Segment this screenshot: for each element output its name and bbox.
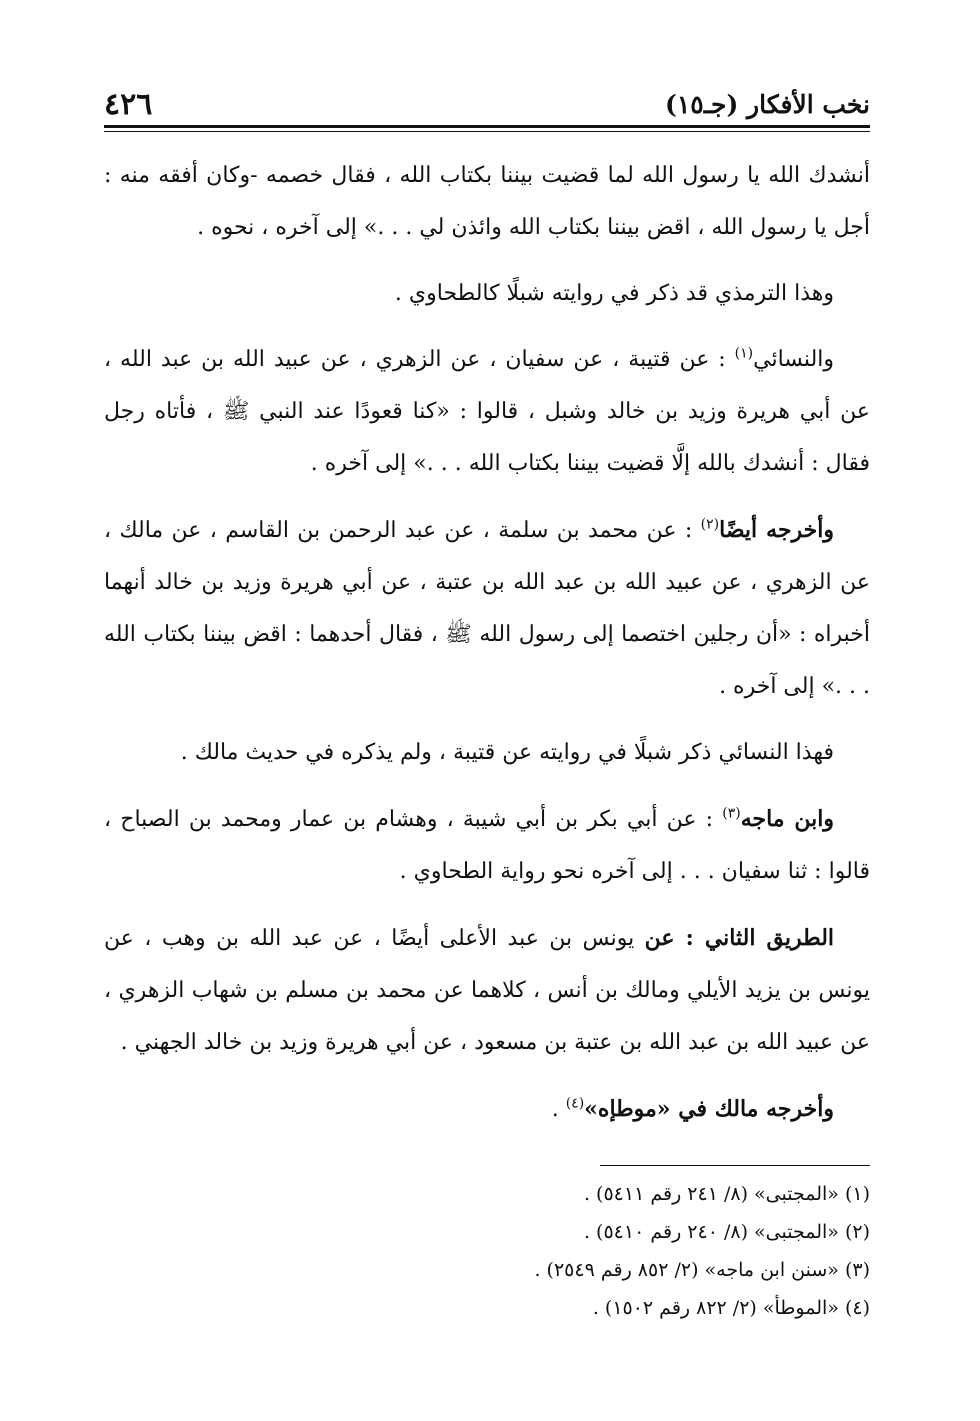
paragraph-2: وهذا الترمذي قد ذكر في روايته شبلًا كالطحاوي . (394, 281, 834, 306)
paragraph-8-text: . (551, 1097, 559, 1122)
paragraph-5: فهذا النسائي ذكر شبلًا في روايته عن قتيبة ، ولم يذكره في حديث مالك . (180, 740, 834, 765)
paragraph-4-text: : عن محمد بن سلمة ، عن عبد الرحمن بن القاسم ، عن مالك ، عن الزهري ، عن عبيد الله بن عبد الله بن عتبة ، عن أبي هريرة وزيد بن خالد أنهما أخبراه : «أن رجلين اختصما إلى رسول الله ﷺ ، فقال أحدهما : اقض بيننا بكتاب الله . . .» إلى آخره . (104, 518, 870, 699)
footnote-4: (٤) «الموطأ» (٢/ ٨٢٢ رقم ١٥٠٢) . (592, 1297, 870, 1319)
footnotes (104, 1175, 870, 1327)
paragraph-1: أنشدك الله يا رسول الله لما قضيت بيننا بكتاب الله ، فقال خصمه -وكان أفقه منه : أجل يا رسول الله ، اقض بيننا بكتاب الله وائذن لي . . .» إلى آخره ، نحوه . (104, 163, 870, 240)
paragraph-7 (104, 912, 870, 1069)
paragraph-3-text: : عن قتيبة ، عن سفيان ، عن الزهري ، عن عبيد الله بن عبد الله ، عن أبي هريرة وزيد بن خالد وشبل ، قالوا : «كنا قعودًا عند النبي ﷺ ، فأتاه رجل فقال : أنشدك بالله إلَّا قضيت بيننا بكتاب الله . . .» إلى آخره . (104, 347, 870, 476)
footnote-separator (600, 1165, 870, 1166)
footnote-ref-3[interactable]: (٣) (722, 805, 741, 822)
footnote-1: (١) «المجتبى» (٨/ ٢٤١ رقم ٥٤١١) . (583, 1183, 870, 1205)
footnote-ref-1[interactable]: (١) (734, 345, 754, 362)
paragraph-3-lead: والنسائي (753, 347, 835, 372)
paragraph-8 (104, 1083, 870, 1136)
page-number: ٤٢٦ (104, 86, 153, 122)
header-rule-thin (104, 131, 870, 132)
header-rule-thick (104, 125, 870, 128)
paragraph-6 (104, 793, 870, 898)
running-title: نخب الأفكار (جـ١٥) (664, 89, 870, 119)
paragraph-4 (104, 504, 870, 713)
footnote-3: (٣) «سنن ابن ماجه» (٢/ ٨٥٢ رقم ٢٥٤٩) . (534, 1259, 870, 1281)
paragraph-4-lead: وأخرجه أيضًا (719, 517, 835, 543)
paragraph-7-lead: الطريق الثاني : عن (644, 925, 835, 951)
paragraph-8-lead: وأخرجه مالك في «موطإه» (584, 1096, 834, 1122)
footnote-2: (٢) «المجتبى» (٨/ ٢٤٠ رقم ٥٤١٠) . (583, 1221, 870, 1243)
paragraph-3 (104, 334, 870, 490)
paragraph-7-text: يونس بن عبد الأعلى أيضًا ، عن عبد الله بن وهب ، عن يونس بن يزيد الأيلي ومالك بن أنس ، كلاهما عن محمد بن مسلم بن شهاب الزهري ، عن عبيد الله بن عبد الله بن عتبة بن مسعود ، عن أبي هريرة وزيد بن خالد الجهني . (104, 926, 870, 1055)
page-header (104, 84, 870, 124)
footnote-ref-2[interactable]: (٢) (700, 516, 720, 533)
paragraph-6-lead: وابن ماجه (740, 806, 834, 832)
paragraph-6-text: : عن أبي بكر بن أبي شيبة ، وهشام بن عمار ومحمد بن الصباح ، قالوا : ثنا سفيان . . . إلى آخره نحو رواية الطحاوي . (104, 807, 870, 884)
footnote-ref-4[interactable]: (٤) (565, 1095, 585, 1112)
main-text (104, 150, 870, 1150)
